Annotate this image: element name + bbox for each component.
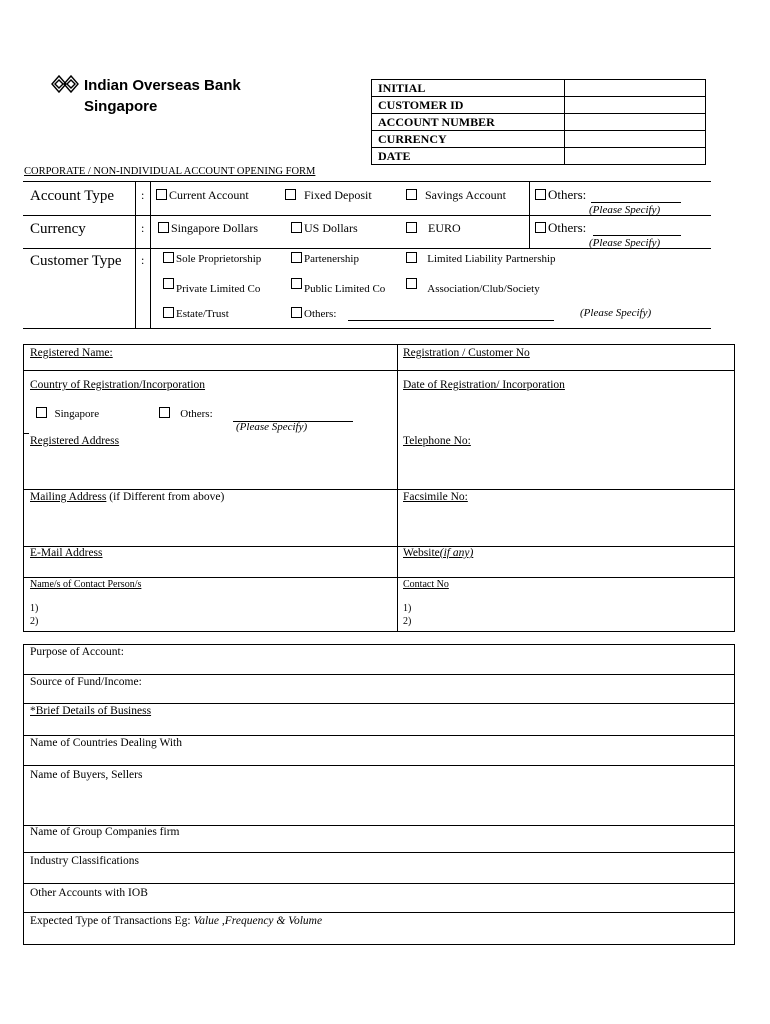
private-limited-checkbox[interactable]: [163, 278, 174, 289]
facsimile-label: Facsimile No:: [403, 491, 468, 503]
business-label: *Brief Details of Business: [30, 705, 152, 717]
customer-id-field[interactable]: [565, 97, 706, 114]
registered-address-label: Registered Address: [30, 435, 120, 447]
countries-label: Name of Countries Dealing With: [30, 737, 182, 749]
mailing-address-label: Mailing Address (if Different from above): [30, 491, 225, 503]
registration-no-label: Registration / Customer No: [403, 347, 530, 359]
customer-other-option[interactable]: Others:: [291, 307, 336, 320]
customer-other-checkbox[interactable]: [291, 307, 302, 318]
industry-label: Industry Classifications: [30, 855, 139, 867]
partnership-option[interactable]: Partenership: [291, 252, 359, 265]
currency-colon: :: [141, 221, 145, 235]
public-limited-checkbox[interactable]: [291, 278, 302, 289]
fixed-deposit-option[interactable]: Fixed Deposit: [285, 188, 372, 203]
account-number-label: ACCOUNT NUMBER: [372, 114, 565, 131]
currency-other-specify: (Please Specify): [589, 237, 661, 249]
currency-row-label: Currency: [30, 221, 86, 237]
initial-field[interactable]: [565, 80, 706, 97]
singapore-checkbox[interactable]: [36, 407, 47, 418]
contact-no-2: 2): [403, 616, 412, 627]
account-other-specify: (Please Specify): [589, 204, 661, 216]
business-details-section: [23, 644, 735, 945]
form-title: CORPORATE / NON-INDIVIDUAL ACCOUNT OPENING FORM: [24, 166, 316, 177]
sgd-option[interactable]: Singapore Dollars: [158, 221, 258, 236]
branch-name: Singapore: [84, 98, 158, 115]
public-limited-option[interactable]: Public Limited Co: [291, 278, 385, 295]
current-account-option[interactable]: Current Account: [156, 188, 249, 203]
llp-checkbox[interactable]: [406, 252, 417, 263]
date-registration-label: Date of Registration/ Incorporation: [403, 379, 565, 391]
euro-checkbox[interactable]: [406, 222, 417, 233]
currency-other-checkbox[interactable]: [535, 222, 546, 233]
bank-name: Indian Overseas Bank: [84, 77, 241, 94]
association-checkbox[interactable]: [406, 278, 417, 289]
usd-option[interactable]: US Dollars: [291, 221, 358, 236]
country-label: Country of Registration/Incorporation: [30, 379, 206, 391]
customer-type-label: Customer Type: [30, 253, 122, 269]
contact-person-label: Name/s of Contact Person/s: [30, 579, 142, 590]
website-label: Website(if any): [403, 547, 474, 559]
sole-proprietorship-option[interactable]: Sole Proprietorship: [163, 252, 261, 265]
customer-id-label: CUSTOMER ID: [372, 97, 565, 114]
registration-section: [23, 344, 735, 632]
account-type-label: Account Type: [30, 188, 115, 204]
country-other-option[interactable]: Others:: [159, 407, 213, 420]
source-label: Source of Fund/Income:: [30, 676, 142, 688]
group-label: Name of Group Companies firm: [30, 826, 180, 838]
country-other-checkbox[interactable]: [159, 407, 170, 418]
contact-no-1: 1): [403, 603, 412, 614]
iob-logo-icon: [50, 70, 80, 96]
contact-person-2: 2): [30, 616, 39, 627]
customer-type-colon: :: [141, 253, 145, 267]
savings-account-option[interactable]: Savings Account: [406, 188, 506, 203]
account-type-colon: :: [141, 188, 145, 202]
association-option[interactable]: Association/Club/Society: [406, 278, 540, 295]
contact-no-label: Contact No: [403, 579, 449, 590]
other-accounts-label: Other Accounts with IOB: [30, 887, 148, 899]
current-account-checkbox[interactable]: [156, 189, 167, 200]
contact-person-1: 1): [30, 603, 39, 614]
account-other-option[interactable]: Others:: [535, 187, 586, 203]
country-other-specify: (Please Specify): [236, 421, 308, 433]
partnership-checkbox[interactable]: [291, 252, 302, 263]
account-other-checkbox[interactable]: [535, 189, 546, 200]
euro-option[interactable]: EURO: [406, 221, 461, 236]
savings-account-checkbox[interactable]: [406, 189, 417, 200]
email-label: E-Mail Address: [30, 547, 103, 559]
estate-trust-checkbox[interactable]: [163, 307, 174, 318]
estate-trust-option[interactable]: Estate/Trust: [163, 307, 229, 320]
date-label: DATE: [372, 148, 565, 165]
sole-proprietorship-checkbox[interactable]: [163, 252, 174, 263]
registered-name-label: Registered Name:: [30, 347, 113, 359]
currency-field[interactable]: [565, 131, 706, 148]
bank-name-block: [84, 75, 241, 117]
usd-checkbox[interactable]: [291, 222, 302, 233]
llp-option[interactable]: Limited Liability Partnership: [406, 252, 556, 265]
office-use-box: [371, 79, 706, 165]
customer-other-specify: (Please Specify): [580, 307, 652, 319]
account-number-field[interactable]: [565, 114, 706, 131]
currency-label: CURRENCY: [372, 131, 565, 148]
fixed-deposit-checkbox[interactable]: [285, 189, 296, 200]
initial-label: INITIAL: [372, 80, 565, 97]
purpose-label: Purpose of Account:: [30, 646, 124, 658]
telephone-label: Telephone No:: [403, 435, 471, 447]
singapore-option[interactable]: Singapore: [36, 407, 99, 420]
sgd-checkbox[interactable]: [158, 222, 169, 233]
date-field[interactable]: [565, 148, 706, 165]
account-options-section: [23, 181, 711, 329]
buyers-label: Name of Buyers, Sellers: [30, 769, 143, 781]
transactions-label: Expected Type of Transactions Eg: Value ,Frequency & Volume: [30, 915, 323, 927]
currency-other-option[interactable]: Others:: [535, 220, 586, 236]
private-limited-option[interactable]: Private Limited Co: [163, 278, 260, 295]
